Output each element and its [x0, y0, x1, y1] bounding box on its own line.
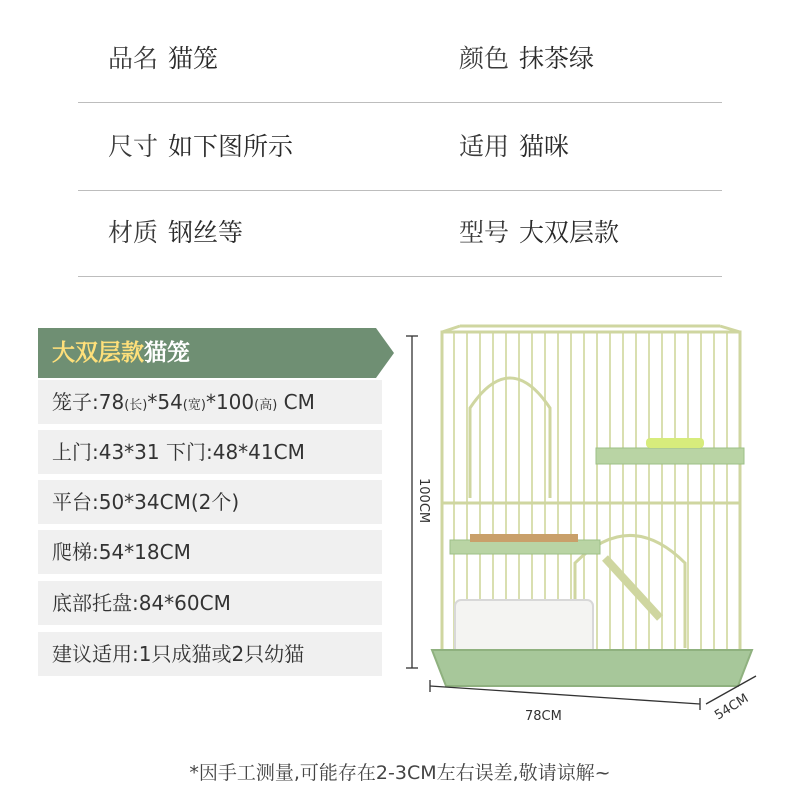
banner-highlight: 大双层款 — [52, 340, 144, 366]
upper-platform — [596, 448, 744, 464]
banner-rest: 猫笼 — [144, 340, 190, 366]
spec-value-name: 猫笼 — [168, 44, 219, 73]
spec-value-model: 大双层款 — [519, 218, 620, 247]
dim-platform: 平台:50*34CM(2个) — [38, 480, 382, 524]
width-dimension-line — [430, 686, 700, 704]
spec-key-size: 尺寸 — [108, 132, 159, 161]
spec-key-model: 型号 — [459, 218, 510, 247]
spec-key-material: 材质 — [108, 218, 159, 247]
cat-cage-illustration — [400, 318, 780, 728]
spec-row-3 — [78, 190, 722, 277]
food-bowl — [646, 438, 704, 448]
dim-door: 上门:43*31 下门:48*41CM — [38, 430, 382, 474]
bottom-tray — [432, 650, 752, 686]
dim-tray: 底部托盘:84*60CM — [38, 581, 382, 625]
dim-ladder: 爬梯:54*18CM — [38, 530, 382, 574]
height-label: 100CM — [416, 478, 431, 524]
spec-row-2 — [78, 104, 722, 191]
spec-key-color: 颜色 — [459, 44, 510, 73]
dim-cage: 笼子:78(长)*54(宽)*100(高) CM — [38, 380, 382, 424]
spec-value-size: 如下图所示 — [168, 132, 294, 161]
dim-suitable: 建议适用:1只成猫或2只幼猫 — [38, 632, 382, 676]
spec-value-color: 抹茶绿 — [519, 44, 595, 73]
spec-key-name: 品名 — [108, 44, 159, 73]
measurement-note: *因手工测量,可能存在2-3CM左右误差,敬请谅解~ — [189, 762, 611, 784]
upper-door — [470, 378, 550, 498]
spec-key-usage: 适用 — [459, 132, 510, 161]
banner-title — [52, 328, 190, 378]
lower-platform — [450, 540, 600, 554]
wooden-scratch-board — [470, 534, 578, 542]
spec-value-material: 钢丝等 — [168, 218, 244, 247]
width-label: 78CM — [525, 709, 562, 724]
spec-row-1 — [78, 16, 722, 103]
banner-arrow-icon — [376, 328, 394, 378]
spec-value-usage: 猫咪 — [519, 132, 570, 161]
depth-label: 54CM — [712, 691, 752, 724]
ladder — [605, 558, 660, 618]
